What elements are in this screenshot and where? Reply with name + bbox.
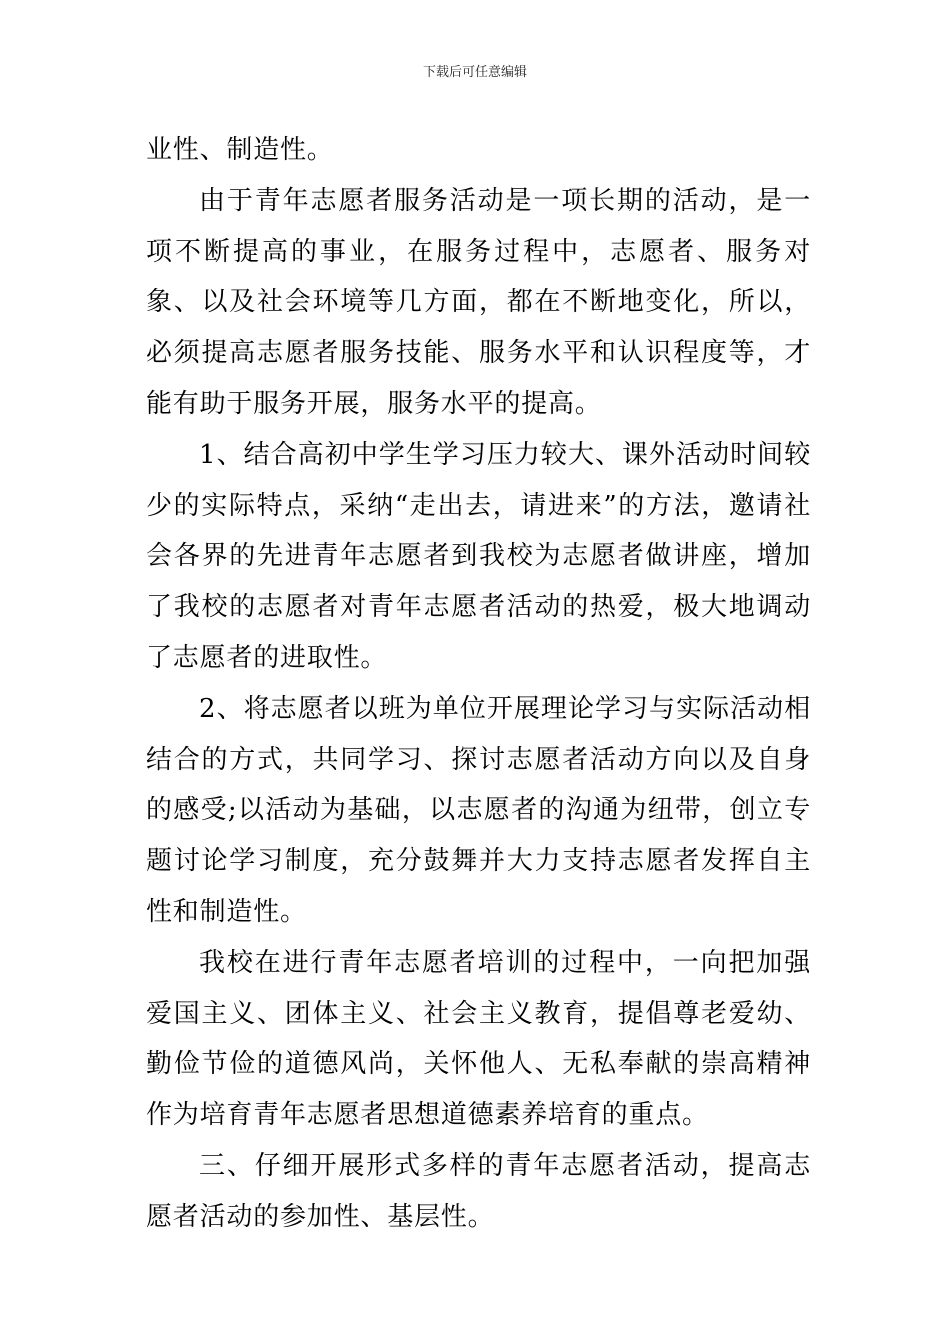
paragraph-2: 由于青年志愿者服务活动是一项长期的活动，是一项不断提高的事业，在服务过程中，志愿者、服务对象、以及社会环境等几方面，都在不断地变化，所以，必须提高志愿者服务技能、服务水平和认识程度等，才能有助于服务开展，服务水平的提高。 bbox=[146, 185, 811, 419]
paragraph-3: 1、结合高初中学生学习压力较大、课外活动时间较少的实际特点，采纳“走出去，请进来”的方法，邀请社会各界的先进青年志愿者到我校为志愿者做讲座，增加了我校的志愿者对青年志愿者活动的热爱，极大地调动了志愿者的进取性。 bbox=[146, 439, 811, 673]
paragraph-1: 业性、制造性。 bbox=[146, 135, 334, 165]
page-header: 下载后可任意编辑 bbox=[422, 65, 527, 80]
paragraph-6: 三、仔细开展形式多样的青年志愿者活动，提高志愿者活动的参加性、基层性。 bbox=[146, 1150, 811, 1232]
paragraph-4: 2、将志愿者以班为单位开展理论学习与实际活动相结合的方式，共同学习、探讨志愿者活动方向以及自身的感受;以活动为基础，以志愿者的沟通为纽带，创立专题讨论学习制度，充分鼓舞并大力支持志愿者发挥自主性和制造性。 bbox=[146, 693, 811, 927]
paragraph-5: 我校在进行青年志愿者培训的过程中，一向把加强爱国主义、团体主义、社会主义教育，提倡尊老爱幼、勤俭节俭的道德风尚，关怀他人、无私奉献的崇高精神作为培育青年志愿者思想道德素养培育的重点。 bbox=[146, 947, 811, 1131]
document-body bbox=[146, 125, 811, 1243]
